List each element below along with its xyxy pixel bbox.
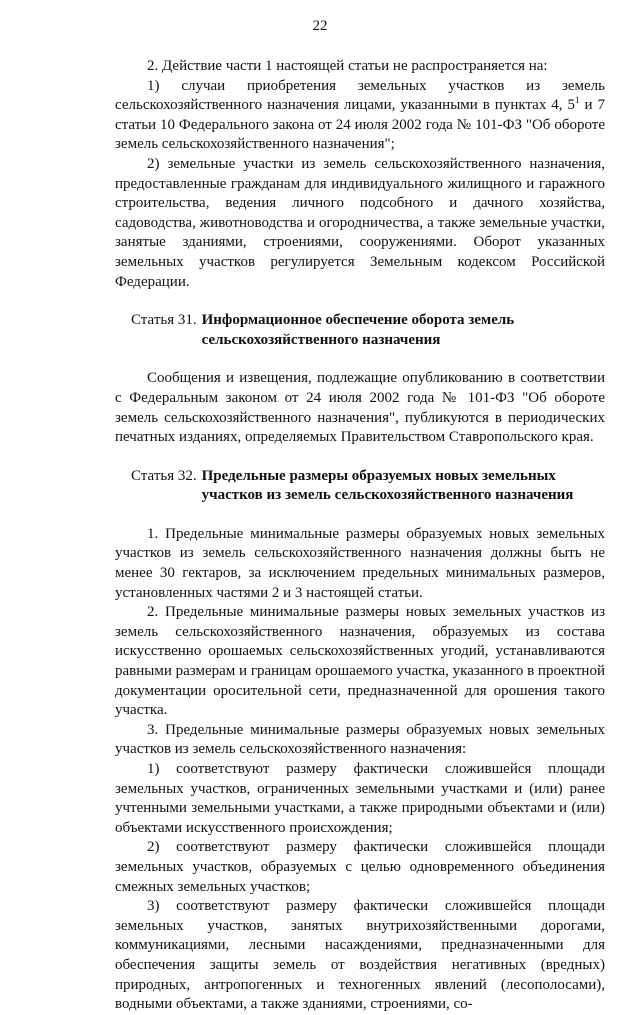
article-title (202, 467, 574, 506)
article-title-line: участков из земель сельскохозяйственного назначения (201, 487, 574, 504)
article-title-line: Предельные размеры образуемых новых земельных (201, 467, 556, 484)
paragraph: Сообщения и извещения, подлежащие опубликованию в соответствии с Федеральным законом от 24 июля 2002 года № 101-ФЗ "Об обороте земель сельскохозяйственного назначения", публикуются в периодических печатных изданиях, определяемых Правительством Ставропольского края. (115, 370, 605, 446)
article-31-heading (115, 311, 605, 350)
paragraph: 3. Предельные минимальные размеры образуемых новых земельных участков из земель сельскохозяйственного назначения: (115, 721, 605, 758)
article-number: Статья 31. (131, 312, 197, 329)
paragraph: 2. Предельные минимальные размеры новых земельных участков из земель сельскохозяйственного назначения, образуемых из состава искусственно орошаемых сельскохозяйственных угодий, устанавливаются равными размерам и границам орошаемого участка, указанного в проектной документации оросительной сети, предназначенной для орошения такого участка. (115, 604, 605, 719)
text-fragment: 1) случаи приобретения земельных участков из земель сельскохозяйственного назначения лицами, указанными в пунктах 4, 5 (115, 77, 605, 114)
paragraph (115, 77, 605, 155)
text-fragment: и 7 статьи 10 Федерального закона от 24 июля 2002 года № 101-ФЗ "Об обороте земель сельскохозяйственного назначения"; (115, 97, 605, 153)
paragraph: 1) соответствуют размеру фактически сложившейся площади земельных участков, ограниченных земельными участками и (или) ранее учтенными земельными участками, а также природными объектами и (или) объектами искусственного происхождения; (115, 761, 605, 836)
superscript: 1 (575, 95, 580, 106)
article-title-line: Информационное обеспечение оборота земель (201, 312, 515, 329)
article-number: Статья 32. (131, 467, 197, 484)
article-title (202, 311, 515, 350)
paragraph: 2) соответствуют размеру фактически сложившейся площади земельных участков, образуемых с целью одновременного объединения смежных земельных участков; (115, 839, 605, 895)
paragraph: 3) соответствуют размеру фактически сложившейся площади земельных участков, занятых внутрихозяйственными дорогами, коммуникациями, лесными насаждениями, предназначенными для обеспечения защиты земель от воздействия негативных (вредных) природных, антропогенных и техногенных явлений (лесополосами), водными объектами, а также зданиями, строениями, со- (115, 898, 605, 1013)
article-32-heading (115, 467, 605, 506)
document-body (115, 57, 605, 1015)
paragraph: 2) земельные участки из земель сельскохозяйственного назначения, предоставленные гражданам для индивидуального жилищного и гаражного строительства, ведения личного подсобного и дачного хозяйства, садоводства, животноводства и огородничества, а также земельные участки, занятые зданиями, строениями, сооружениями. Оборот указанных земельных участков регулируется Земельным кодексом Российской Федерации. (115, 155, 605, 290)
page-number: 22 (312, 18, 328, 34)
paragraph: 2. Действие части 1 настоящей статьи не распространяется на: (147, 58, 548, 74)
paragraph: 1. Предельные минимальные размеры образуемых новых земельных участков из земель сельскохозяйственного назначения должны быть не менее 30 гектаров, за исключением предельных минимальных размеров, установленных частями 2 и 3 настоящей статьи. (115, 525, 605, 601)
article-title-line: сельскохозяйственного назначения (201, 331, 441, 348)
